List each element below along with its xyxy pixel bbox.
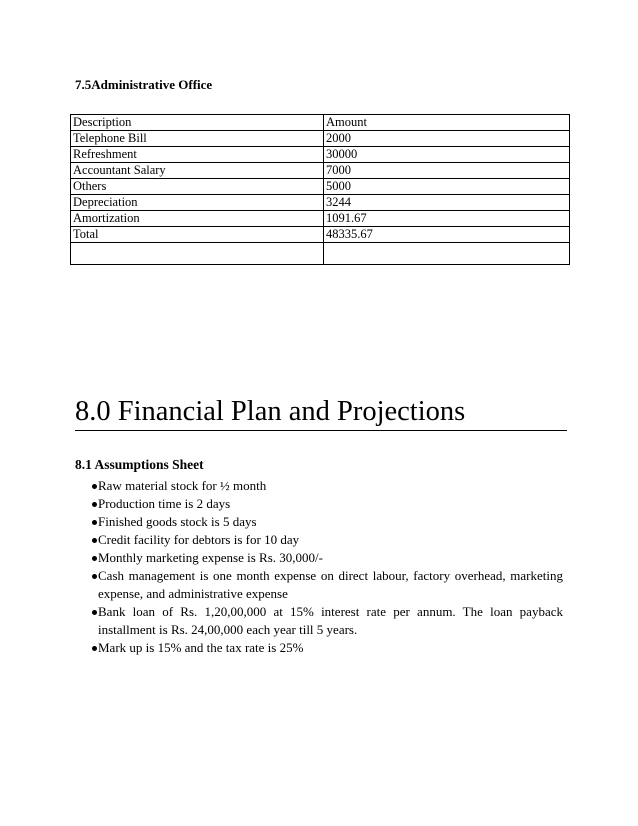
list-item [75,603,563,639]
table-cell-amount: 2000 [324,131,570,147]
list-item-text: Monthly marketing expense is Rs. 30,000/- [98,550,323,565]
list-item [75,495,563,513]
table-row [71,211,570,227]
table-cell-empty [71,243,324,265]
table-cell-amount: 3244 [324,195,570,211]
list-item-text: Cash management is one month expense on direct labour, factory overhead, marketing expense, and administrative expense [98,568,563,601]
list-item-text: Mark up is 15% and the tax rate is 25% [98,640,304,655]
table-cell-description: Telephone Bill [71,131,324,147]
table-total-row [71,227,570,243]
list-item-text: Credit facility for debtors is for 10 day [98,532,300,547]
table-empty-row [71,243,570,265]
section-heading-assumptions-sheet: 8.1 Assumptions Sheet [75,457,204,472]
table-cell-amount: 7000 [324,163,570,179]
bullet-icon [92,556,97,561]
bullet-icon [92,502,97,507]
list-item-text: Finished goods stock is 5 days [98,514,257,529]
bullet-icon [92,484,97,489]
section-heading-administrative-office: 7.5Administrative Office [75,77,213,92]
bullet-icon [92,610,97,615]
table-cell-description: Depreciation [71,195,324,211]
table-header-row [71,115,570,131]
table-cell-description: Others [71,179,324,195]
list-item [75,639,563,657]
bullet-icon [92,520,97,525]
list-item-text: Bank loan of Rs. 1,20,00,000 at 15% interest rate per annum. The loan payback installment is Rs. 24,00,000 each year till 5 years. [98,604,563,637]
bullet-icon [92,646,97,651]
table-cell-description: Total [71,227,324,243]
table-row [71,163,570,179]
table-cell-description: Accountant Salary [71,163,324,179]
list-item-text: Raw material stock for ½ month [98,478,267,493]
table-row [71,147,570,163]
table-row [71,179,570,195]
table-cell-empty [324,243,570,265]
chapter-title: 8.0 Financial Plan and Projections [75,396,466,427]
chapter-title-underline [75,430,567,431]
list-item [75,513,563,531]
list-item [75,477,563,495]
list-item [75,567,563,603]
list-item-text: Production time is 2 days [98,496,231,511]
list-item [75,549,563,567]
table-cell-description: Refreshment [71,147,324,163]
column-header-description: Description [71,115,324,131]
table-cell-description: Amortization [71,211,324,227]
list-item [75,531,563,549]
bullet-icon [92,574,97,579]
table-cell-amount: 30000 [324,147,570,163]
administrative-office-table [70,114,570,265]
assumptions-list [75,477,563,657]
table-cell-amount: 48335.67 [324,227,570,243]
table-cell-amount: 5000 [324,179,570,195]
table-row [71,195,570,211]
bullet-icon [92,538,97,543]
table-cell-amount: 1091.67 [324,211,570,227]
table-row [71,131,570,147]
column-header-amount: Amount [324,115,570,131]
